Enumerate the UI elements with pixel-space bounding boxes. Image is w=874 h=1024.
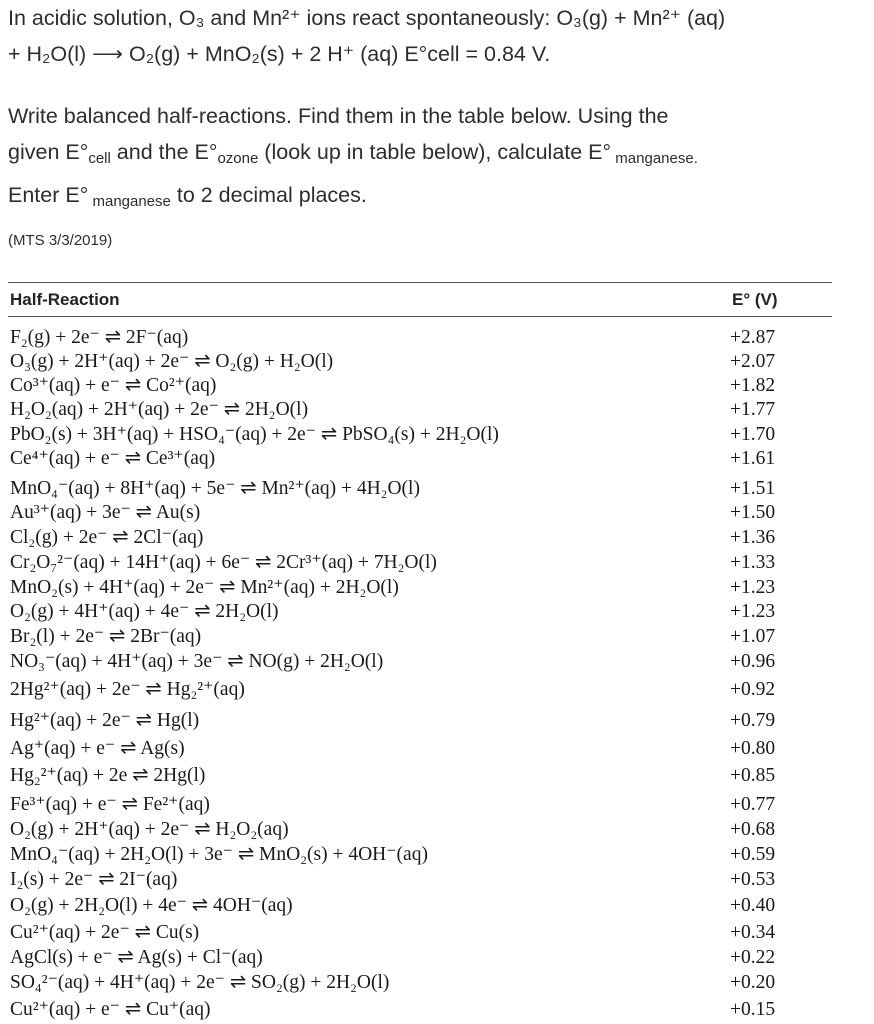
reaction-cell: F₂(g) + 2e⁻ ⇌ 2F⁻(aq) xyxy=(10,327,189,348)
potential-cell: +0.15 xyxy=(730,999,776,1020)
reaction-cell: O₃(g) + 2H⁺(aq) + 2e⁻ ⇌ O₂(g) + H₂O(l) xyxy=(10,351,334,372)
potential-cell: +1.61 xyxy=(730,448,776,469)
table-row xyxy=(8,600,832,624)
table-row xyxy=(8,576,832,600)
reaction-cell: Cu²⁺(aq) + 2e⁻ ⇌ Cu(s) xyxy=(10,922,200,943)
table-row xyxy=(8,971,832,995)
reaction-cell: MnO₄⁻(aq) + 8H⁺(aq) + 5e⁻ ⇌ Mn²⁺(aq) + 4H₂O(l) xyxy=(10,478,420,499)
reaction-cell: Cu²⁺(aq) + e⁻ ⇌ Cu⁺(aq) xyxy=(10,999,211,1020)
table-row xyxy=(8,625,832,649)
instr-enter-tail: to 2 decimal places. xyxy=(170,183,367,207)
table-row xyxy=(8,843,832,867)
table-row xyxy=(8,894,832,918)
potential-cell: +0.68 xyxy=(730,819,776,840)
question-line-2: + H₂O(l) ⟶ O₂(g) + MnO₂(s) + 2 H⁺ (aq) E°cell = 0.84 V. xyxy=(8,42,551,66)
table-row xyxy=(8,350,832,374)
instructions-line-1: Write balanced half-reactions. Find them in the table below. Using the xyxy=(8,104,669,128)
reaction-cell: O₂(g) + 2H⁺(aq) + 2e⁻ ⇌ H₂O₂(aq) xyxy=(10,819,289,840)
potential-cell: +1.82 xyxy=(730,375,776,396)
table-row xyxy=(8,793,832,817)
potential-cell: +0.22 xyxy=(730,947,776,968)
instr-text-a: given E° xyxy=(8,140,89,164)
reaction-cell: Hg²⁺(aq) + 2e⁻ ⇌ Hg(l) xyxy=(10,710,200,731)
reaction-cell: Au³⁺(aq) + 3e⁻ ⇌ Au(s) xyxy=(10,502,201,523)
reaction-cell: Co³⁺(aq) + e⁻ ⇌ Co²⁺(aq) xyxy=(10,375,217,396)
potential-cell: +1.77 xyxy=(730,399,776,420)
instr-enter-text: Enter E° xyxy=(8,183,89,207)
table-row xyxy=(8,678,832,702)
instr-text-c: (look up in table below), calculate E° xyxy=(258,140,612,164)
question-instructions xyxy=(8,98,868,220)
reaction-cell: MnO₂(s) + 4H⁺(aq) + 2e⁻ ⇌ Mn²⁺(aq) + 2H₂O(l) xyxy=(10,577,399,598)
table-row xyxy=(8,551,832,575)
potential-cell: +0.77 xyxy=(730,794,776,815)
instr-text-b: and the E° xyxy=(110,140,218,164)
instr-sub-ozone: ozone xyxy=(217,150,259,167)
potential-cell: +0.80 xyxy=(730,738,776,759)
reaction-cell: SO₄²⁻(aq) + 4H⁺(aq) + 2e⁻ ⇌ SO₂(g) + 2H₂O(l) xyxy=(10,972,390,993)
table-row xyxy=(8,868,832,892)
reaction-cell: Cr₂O₇²⁻(aq) + 14H⁺(aq) + 6e⁻ ⇌ 2Cr³⁺(aq) + 7H₂O(l) xyxy=(10,552,437,573)
potential-cell: +0.96 xyxy=(730,651,776,672)
instructions-line-3 xyxy=(8,177,868,220)
table-row xyxy=(8,946,832,970)
reaction-cell: Br₂(l) + 2e⁻ ⇌ 2Br⁻(aq) xyxy=(10,626,202,647)
potential-cell: +1.70 xyxy=(730,424,776,445)
table-row xyxy=(8,764,832,788)
potential-cell: +2.87 xyxy=(730,327,776,348)
reaction-cell: 2Hg²⁺(aq) + 2e⁻ ⇌ Hg₂²⁺(aq) xyxy=(10,679,245,700)
reaction-cell: I₂(s) + 2e⁻ ⇌ 2I⁻(aq) xyxy=(10,869,178,890)
reaction-cell: O₂(g) + 4H⁺(aq) + 4e⁻ ⇌ 2H₂O(l) xyxy=(10,601,279,622)
table-row xyxy=(8,423,832,447)
reaction-cell: PbO₂(s) + 3H⁺(aq) + HSO₄⁻(aq) + 2e⁻ ⇌ PbSO₄(s) + 2H₂O(l) xyxy=(10,424,499,445)
reaction-cell: H₂O₂(aq) + 2H⁺(aq) + 2e⁻ ⇌ 2H₂O(l) xyxy=(10,399,309,420)
table-row xyxy=(8,526,832,550)
table-row xyxy=(8,501,832,525)
instr-text-d: . xyxy=(693,150,698,167)
table-row xyxy=(8,818,832,842)
reaction-cell: Fe³⁺(aq) + e⁻ ⇌ Fe²⁺(aq) xyxy=(10,794,210,815)
reaction-cell: Hg₂²⁺(aq) + 2e ⇌ 2Hg(l) xyxy=(10,765,206,786)
question-meta: (MTS 3/3/2019) xyxy=(8,232,113,249)
reaction-cell: NO₃⁻(aq) + 4H⁺(aq) + 3e⁻ ⇌ NO(g) + 2H₂O(l) xyxy=(10,651,384,672)
table-row xyxy=(8,709,832,733)
potential-cell: +0.34 xyxy=(730,922,776,943)
instr-sub-cell: cell xyxy=(88,150,111,167)
potential-cell: +1.33 xyxy=(730,552,776,573)
reaction-cell: Ag⁺(aq) + e⁻ ⇌ Ag(s) xyxy=(10,738,185,759)
header-potential: E° (V) xyxy=(732,290,778,309)
reaction-cell: MnO₄⁻(aq) + 2H₂O(l) + 3e⁻ ⇌ MnO₂(s) + 4OH⁻(aq) xyxy=(10,844,428,865)
table-row xyxy=(8,921,832,945)
reaction-cell: O₂(g) + 2H₂O(l) + 4e⁻ ⇌ 4OH⁻(aq) xyxy=(10,895,293,916)
potential-cell: +0.92 xyxy=(730,679,776,700)
potential-cell: +0.85 xyxy=(730,765,776,786)
instr-sub-manganese: manganese xyxy=(611,150,694,167)
potential-cell: +0.79 xyxy=(730,710,776,731)
potential-cell: +0.20 xyxy=(730,972,776,993)
table-row xyxy=(8,650,832,674)
table-top-rule xyxy=(8,282,832,283)
potential-cell: +1.36 xyxy=(730,527,776,548)
potential-cell: +0.40 xyxy=(730,895,776,916)
table-row xyxy=(8,326,832,350)
potential-cell: +1.51 xyxy=(730,478,776,499)
potential-cell: +0.59 xyxy=(730,844,776,865)
instructions-line-2 xyxy=(8,134,868,177)
table-row xyxy=(8,998,832,1022)
reaction-cell: Ce⁴⁺(aq) + e⁻ ⇌ Ce³⁺(aq) xyxy=(10,448,216,469)
question-intro xyxy=(8,0,868,72)
potential-cell: +2.07 xyxy=(730,351,776,372)
potential-cell: +1.50 xyxy=(730,502,776,523)
potential-cell: +1.23 xyxy=(730,577,776,598)
question-line-1: In acidic solution, O₃ and Mn²⁺ ions react spontaneously: O₃(g) + Mn²⁺ (aq) xyxy=(8,6,726,30)
table-row xyxy=(8,447,832,471)
table-row xyxy=(8,374,832,398)
header-half-reaction: Half-Reaction xyxy=(10,290,120,309)
table-row xyxy=(8,477,832,501)
reaction-cell: AgCl(s) + e⁻ ⇌ Ag(s) + Cl⁻(aq) xyxy=(10,947,263,968)
potential-cell: +0.53 xyxy=(730,869,776,890)
instr-enter-sub: manganese xyxy=(88,193,171,210)
table-row xyxy=(8,737,832,761)
table-header-rule xyxy=(8,316,832,317)
potential-cell: +1.07 xyxy=(730,626,776,647)
reaction-cell: Cl₂(g) + 2e⁻ ⇌ 2Cl⁻(aq) xyxy=(10,527,204,548)
reduction-potential-table xyxy=(8,280,832,1024)
table-row xyxy=(8,398,832,422)
potential-cell: +1.23 xyxy=(730,601,776,622)
